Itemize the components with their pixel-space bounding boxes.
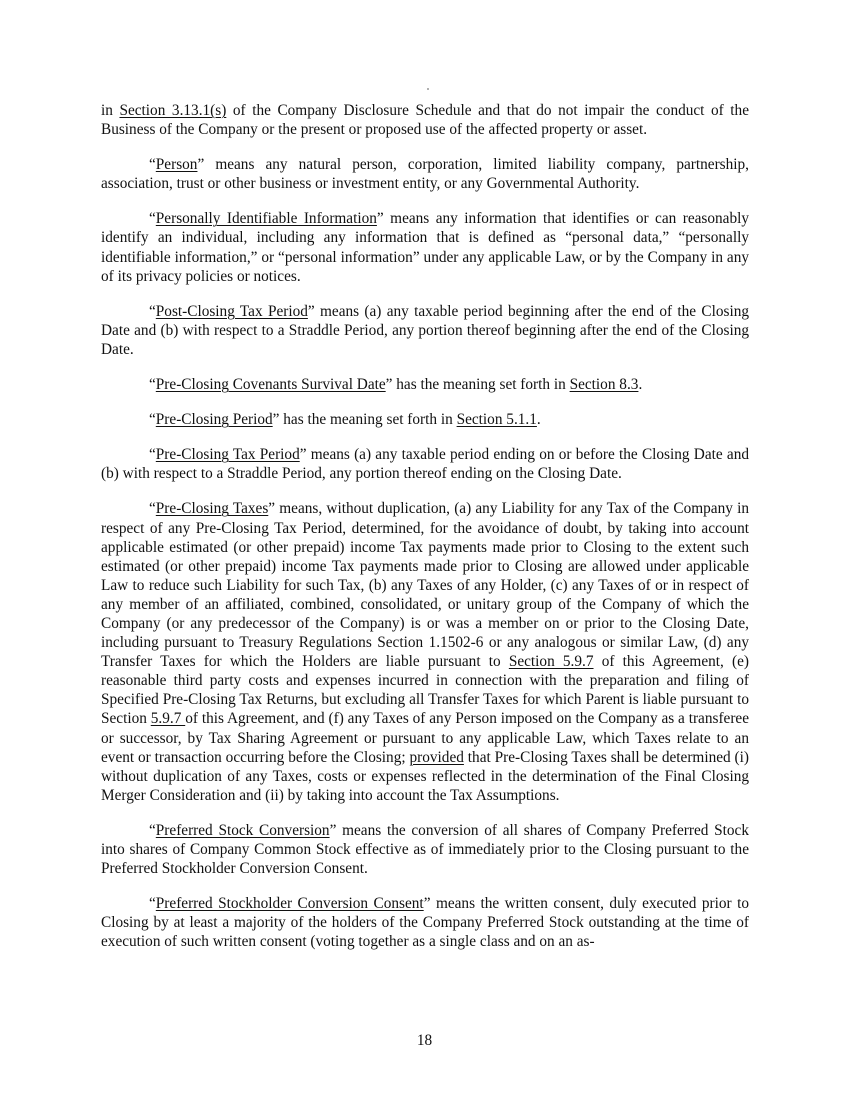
paragraph-text: . bbox=[536, 411, 541, 429]
paragraph-text: “ bbox=[149, 895, 156, 913]
paragraph-text: ” means any natural person, corporation, limited liability company, partnership, association, trust or other business or investment entity, or any Governmental Authority. bbox=[101, 156, 749, 193]
paragraph-text: “ bbox=[149, 210, 156, 228]
definition-paragraph bbox=[101, 101, 749, 139]
paragraph-text: of the Company Disclosure Schedule and that do not impair the conduct of the Business of the Company or the present or proposed use of the affected property or asset. bbox=[101, 102, 749, 139]
scan-artifact-dot bbox=[427, 88, 429, 90]
document-page bbox=[101, 101, 749, 967]
definition-paragraph bbox=[101, 375, 749, 394]
underlined-term: Pre-Closing Covenants Survival Date bbox=[155, 376, 386, 394]
paragraph-text: “ bbox=[149, 302, 156, 320]
definition-paragraph bbox=[101, 499, 749, 805]
paragraph-text: “ bbox=[149, 411, 156, 429]
underlined-term: Preferred Stock Conversion bbox=[155, 821, 330, 839]
paragraph-text: of this Agreement, and (f) any Taxes of any Person imposed on the Company as a transferee or successor, by Tax Sharing Agreement or pursuant to any applicable Law, which Taxes relate to an event or transaction occurring before the Closing; bbox=[101, 710, 750, 766]
definition-paragraph bbox=[101, 209, 749, 285]
underlined-term: 5.9.7 bbox=[150, 710, 186, 728]
underlined-term: Personally Identifiable Information bbox=[155, 210, 377, 228]
paragraph-text: ” means, without duplication, (a) any Liability for any Tax of the Company in respect of any Pre-Closing Tax Period, determined, for the avoidance of doubt, by taking into account applicable estimated (or other prepaid) income Tax payments made prior to Closing to the extent such estimated (or other prepaid) income Tax payments made prior to Closing are allowed under applicable Law to reduce such Liability for such Tax, (b) any Taxes of any Holder, (c) any Taxes of or in respect of any member of an affiliated, combined, consolidated, or unitary group of the Company of which the Company (or any predecessor of the Company) is or was a member on or prior to the Closing Date, including pursuant to Treasury Regulations Section 1.1502-6 or any analogous or similar Law, (d) any Transfer Taxes for which the Holders are liable pursuant to bbox=[101, 500, 749, 671]
definition-paragraph bbox=[101, 821, 749, 878]
paragraph-text: ” means any information that identifies or can reasonably identify an individual, including any information that is defined as “personal data,” “personally identifiable information,” or “personal information” under any applicable Law, or by the Company in any of its privacy policies or notices. bbox=[101, 210, 750, 285]
underlined-term: provided bbox=[409, 748, 464, 766]
paragraph-text: ” has the meaning set forth in bbox=[385, 376, 570, 394]
paragraph-text: “ bbox=[149, 156, 156, 174]
underlined-term: Section 5.1.1 bbox=[456, 411, 537, 429]
definition-paragraph bbox=[101, 894, 749, 951]
underlined-term: Pre-Closing Taxes bbox=[155, 500, 269, 518]
definition-paragraph bbox=[101, 155, 749, 193]
paragraph-text: in bbox=[101, 102, 120, 119]
underlined-term: Section 3.13.1(s) bbox=[119, 102, 227, 119]
paragraph-text: ” means (a) any taxable period beginning after the end of the Closing Date and (b) with respect to a Straddle Period, any portion thereof beginning after the end of the Closing Date. bbox=[101, 302, 750, 358]
underlined-term: Pre-Closing Tax Period bbox=[155, 446, 300, 464]
paragraph-text: ” has the meaning set forth in bbox=[272, 411, 457, 429]
paragraph-text: ” means (a) any taxable period ending on or before the Closing Date and (b) with respect to a Straddle Period, any portion thereof ending on the Closing Date. bbox=[101, 446, 749, 483]
definition-paragraph bbox=[101, 410, 749, 429]
paragraph-text: that Pre-Closing Taxes shall be determined (i) without duplication of any Taxes, costs or expenses reflected in the determination of the Final Closing Merger Consideration and (ii) by taking into account the Tax Assumptions. bbox=[101, 748, 749, 804]
underlined-term: Preferred Stockholder Conversion Consent bbox=[155, 895, 424, 913]
underlined-term: Pre-Closing Period bbox=[155, 411, 273, 429]
paragraph-text: of this Agreement, (e) reasonable third party costs and expenses incurred in connection with the preparation and filing of Specified Pre-Closing Tax Returns, but excluding all Transfer Taxes for which Parent is liable pursuant to Section bbox=[101, 653, 749, 728]
underlined-term: Section 5.9.7 bbox=[508, 653, 594, 671]
paragraph-text: ” means the conversion of all shares of Company Preferred Stock into shares of Company Common Stock effective as of immediately prior to the Closing pursuant to the Preferred Stockholder Conversion Consent. bbox=[101, 821, 749, 878]
paragraph-text: . bbox=[638, 376, 643, 394]
paragraph-text: “ bbox=[149, 500, 156, 518]
paragraph-text: ” means the written consent, duly executed prior to Closing by at least a majority of the holders of the Company Preferred Stock outstanding at the time of execution of such written consent (voting together as a single class and on an as- bbox=[101, 895, 750, 951]
paragraph-text: “ bbox=[149, 446, 156, 464]
underlined-term: Section 8.3 bbox=[569, 376, 639, 394]
underlined-term: Person bbox=[155, 156, 198, 174]
paragraph-text: “ bbox=[149, 821, 156, 839]
underlined-term: Post-Closing Tax Period bbox=[155, 302, 308, 320]
definition-paragraph bbox=[101, 302, 749, 359]
paragraph-text: “ bbox=[149, 376, 156, 394]
page-number: 18 bbox=[416, 1032, 433, 1049]
definition-paragraph bbox=[101, 445, 749, 483]
